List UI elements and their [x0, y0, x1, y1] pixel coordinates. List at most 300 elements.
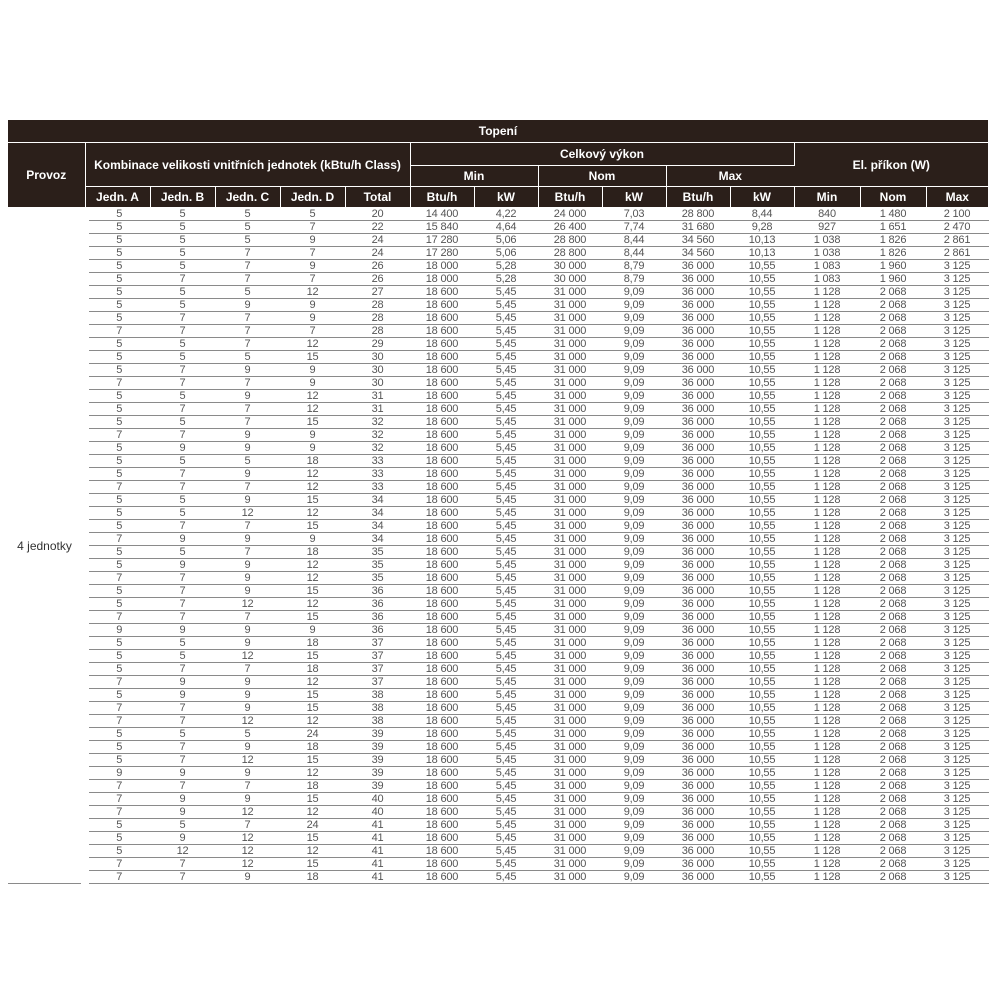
- cell-max-btuh: 36 000: [666, 455, 730, 468]
- cell-jedn-a: 5: [85, 442, 150, 455]
- cell-jedn-b: 7: [150, 377, 215, 390]
- cell-jedn-a: 5: [85, 338, 150, 351]
- cell-power-nom: 2 068: [860, 403, 926, 416]
- cell-power-max: 3 125: [926, 455, 988, 468]
- cell-jedn-c: 7: [215, 377, 280, 390]
- cell-power-nom: 2 068: [860, 832, 926, 845]
- cell-jedn-d: 9: [280, 299, 345, 312]
- table-row: [8, 741, 988, 754]
- cell-jedn-d: 12: [280, 468, 345, 481]
- cell-nom-btuh: 31 000: [538, 676, 602, 689]
- cell-power-max: 3 125: [926, 637, 988, 650]
- cell-jedn-b: 7: [150, 611, 215, 624]
- cell-max-kw: 10,55: [730, 546, 794, 559]
- cell-min-kw: 5,45: [474, 871, 538, 884]
- cell-nom-kw: 9,09: [602, 715, 666, 728]
- cell-nom-kw: 8,79: [602, 260, 666, 273]
- cell-power-max: 3 125: [926, 702, 988, 715]
- cell-power-min: 1 128: [794, 598, 860, 611]
- cell-jedn-c: 7: [215, 546, 280, 559]
- cell-nom-kw: 9,09: [602, 780, 666, 793]
- cell-power-nom: 2 068: [860, 650, 926, 663]
- cell-nom-btuh: 31 000: [538, 637, 602, 650]
- cell-nom-btuh: 31 000: [538, 858, 602, 871]
- table-row: [8, 390, 988, 403]
- cell-jedn-b: 5: [150, 234, 215, 247]
- cell-min-btuh: 18 600: [410, 351, 474, 364]
- cell-max-btuh: 36 000: [666, 390, 730, 403]
- cell-min-btuh: 18 600: [410, 364, 474, 377]
- cell-jedn-b: 7: [150, 429, 215, 442]
- cell-power-nom: 2 068: [860, 780, 926, 793]
- cell-jedn-b: 5: [150, 351, 215, 364]
- table-row: [8, 533, 988, 546]
- cell-max-kw: 10,55: [730, 494, 794, 507]
- cell-min-kw: 5,45: [474, 390, 538, 403]
- cell-nom-kw: 9,09: [602, 728, 666, 741]
- cell-nom-kw: 9,09: [602, 702, 666, 715]
- cell-nom-btuh: 31 000: [538, 403, 602, 416]
- cell-min-kw: 5,45: [474, 442, 538, 455]
- cell-min-btuh: 17 280: [410, 247, 474, 260]
- cell-min-kw: 5,45: [474, 793, 538, 806]
- cell-power-nom: 2 068: [860, 689, 926, 702]
- cell-jedn-d: 18: [280, 663, 345, 676]
- cell-power-nom: 2 068: [860, 455, 926, 468]
- cell-jedn-b: 7: [150, 663, 215, 676]
- cell-max-kw: 10,55: [730, 598, 794, 611]
- cell-min-kw: 5,45: [474, 689, 538, 702]
- cell-max-kw: 10,55: [730, 299, 794, 312]
- cell-min-btuh: 18 600: [410, 390, 474, 403]
- cell-max-btuh: 36 000: [666, 468, 730, 481]
- cell-total: 34: [345, 520, 410, 533]
- col-max-kw: kW: [730, 187, 794, 208]
- cell-min-btuh: 18 600: [410, 871, 474, 884]
- cell-max-btuh: 36 000: [666, 637, 730, 650]
- cell-nom-kw: 9,09: [602, 858, 666, 871]
- cell-max-btuh: 36 000: [666, 377, 730, 390]
- cell-jedn-a: 5: [85, 273, 150, 286]
- cell-jedn-d: 12: [280, 481, 345, 494]
- table-row: [8, 520, 988, 533]
- cell-power-nom: 1 480: [860, 208, 926, 221]
- cell-power-nom: 2 068: [860, 663, 926, 676]
- cell-power-nom: 2 068: [860, 286, 926, 299]
- cell-jedn-b: 7: [150, 520, 215, 533]
- cell-total: 37: [345, 650, 410, 663]
- cell-max-btuh: 36 000: [666, 728, 730, 741]
- cell-min-btuh: 18 600: [410, 715, 474, 728]
- cell-max-kw: 10,55: [730, 559, 794, 572]
- cell-power-max: 3 125: [926, 546, 988, 559]
- cell-jedn-c: 5: [215, 221, 280, 234]
- cell-jedn-a: 5: [85, 351, 150, 364]
- cell-total: 33: [345, 455, 410, 468]
- cell-max-kw: 10,55: [730, 832, 794, 845]
- cell-power-min: 1 128: [794, 364, 860, 377]
- cell-total: 26: [345, 273, 410, 286]
- cell-jedn-b: 5: [150, 650, 215, 663]
- cell-jedn-d: 9: [280, 364, 345, 377]
- cell-power-max: 3 125: [926, 338, 988, 351]
- cell-jedn-b: 7: [150, 572, 215, 585]
- cell-power-min: 1 128: [794, 481, 860, 494]
- col-nom-kw: kW: [602, 187, 666, 208]
- cell-jedn-a: 5: [85, 546, 150, 559]
- cell-min-btuh: 18 600: [410, 624, 474, 637]
- cell-jedn-b: 5: [150, 637, 215, 650]
- cell-power-max: 3 125: [926, 611, 988, 624]
- cell-jedn-a: 7: [85, 676, 150, 689]
- cell-total: 40: [345, 793, 410, 806]
- cell-jedn-a: 9: [85, 624, 150, 637]
- cell-nom-btuh: 31 000: [538, 481, 602, 494]
- cell-nom-btuh: 31 000: [538, 585, 602, 598]
- cell-jedn-c: 7: [215, 403, 280, 416]
- cell-max-kw: 10,55: [730, 624, 794, 637]
- cell-max-kw: 10,55: [730, 754, 794, 767]
- cell-nom-kw: 9,09: [602, 832, 666, 845]
- cell-max-kw: 9,28: [730, 221, 794, 234]
- cell-power-max: 2 861: [926, 247, 988, 260]
- cell-max-btuh: 36 000: [666, 689, 730, 702]
- cell-jedn-a: 5: [85, 234, 150, 247]
- cell-min-btuh: 18 600: [410, 858, 474, 871]
- cell-power-min: 1 083: [794, 260, 860, 273]
- cell-max-kw: 10,55: [730, 572, 794, 585]
- cell-power-min: 1 128: [794, 650, 860, 663]
- cell-power-max: 2 470: [926, 221, 988, 234]
- cell-max-btuh: 36 000: [666, 546, 730, 559]
- cell-power-min: 1 128: [794, 377, 860, 390]
- cell-max-kw: 10,13: [730, 247, 794, 260]
- cell-nom-kw: 7,74: [602, 221, 666, 234]
- cell-total: 38: [345, 702, 410, 715]
- cell-power-max: 3 125: [926, 572, 988, 585]
- cell-power-min: 1 128: [794, 871, 860, 884]
- cell-max-btuh: 36 000: [666, 858, 730, 871]
- cell-max-btuh: 36 000: [666, 871, 730, 884]
- cell-min-kw: 5,45: [474, 819, 538, 832]
- col-max-btuh: Btu/h: [666, 187, 730, 208]
- cell-power-min: 1 128: [794, 429, 860, 442]
- cell-power-nom: 2 068: [860, 364, 926, 377]
- cell-jedn-b: 7: [150, 598, 215, 611]
- cell-nom-kw: 9,09: [602, 598, 666, 611]
- cell-jedn-d: 15: [280, 832, 345, 845]
- cell-nom-kw: 9,09: [602, 754, 666, 767]
- cell-max-btuh: 36 000: [666, 767, 730, 780]
- cell-min-btuh: 18 600: [410, 793, 474, 806]
- cell-total: 41: [345, 858, 410, 871]
- cell-total: 36: [345, 598, 410, 611]
- table-row: [8, 871, 988, 884]
- cell-max-btuh: 36 000: [666, 507, 730, 520]
- table-row: [8, 637, 988, 650]
- cell-max-btuh: 36 000: [666, 754, 730, 767]
- cell-jedn-b: 7: [150, 871, 215, 884]
- cell-jedn-c: 9: [215, 793, 280, 806]
- cell-nom-btuh: 31 000: [538, 819, 602, 832]
- cell-min-btuh: 17 280: [410, 234, 474, 247]
- cell-total: 38: [345, 715, 410, 728]
- cell-jedn-a: 5: [85, 650, 150, 663]
- table-row: [8, 325, 988, 338]
- cell-total: 39: [345, 741, 410, 754]
- cell-jedn-c: 7: [215, 247, 280, 260]
- cell-power-min: 927: [794, 221, 860, 234]
- cell-max-kw: 10,55: [730, 325, 794, 338]
- cell-nom-kw: 9,09: [602, 520, 666, 533]
- cell-jedn-d: 15: [280, 702, 345, 715]
- cell-jedn-c: 7: [215, 273, 280, 286]
- cell-power-max: 3 125: [926, 767, 988, 780]
- cell-power-nom: 2 068: [860, 702, 926, 715]
- cell-jedn-c: 12: [215, 806, 280, 819]
- cell-max-kw: 10,55: [730, 728, 794, 741]
- cell-nom-kw: 9,09: [602, 481, 666, 494]
- cell-jedn-d: 7: [280, 273, 345, 286]
- cell-jedn-d: 9: [280, 624, 345, 637]
- cell-min-btuh: 18 600: [410, 819, 474, 832]
- cell-jedn-d: 5: [280, 208, 345, 221]
- cell-nom-btuh: 31 000: [538, 663, 602, 676]
- cell-jedn-b: 7: [150, 273, 215, 286]
- cell-power-nom: 2 068: [860, 728, 926, 741]
- cell-power-min: 1 128: [794, 806, 860, 819]
- cell-jedn-d: 9: [280, 260, 345, 273]
- cell-power-max: 3 125: [926, 832, 988, 845]
- cell-power-min: 1 128: [794, 780, 860, 793]
- cell-min-btuh: 18 600: [410, 741, 474, 754]
- cell-nom-kw: 9,09: [602, 507, 666, 520]
- cell-jedn-d: 9: [280, 442, 345, 455]
- col-jedn-c: Jedn. C: [215, 187, 280, 208]
- cell-jedn-c: 9: [215, 637, 280, 650]
- cell-jedn-b: 5: [150, 416, 215, 429]
- cell-jedn-d: 7: [280, 325, 345, 338]
- cell-power-min: 1 128: [794, 728, 860, 741]
- cell-total: 33: [345, 468, 410, 481]
- cell-nom-kw: 9,09: [602, 819, 666, 832]
- cell-power-nom: 2 068: [860, 741, 926, 754]
- cell-nom-kw: 9,09: [602, 650, 666, 663]
- cell-max-btuh: 36 000: [666, 702, 730, 715]
- cell-power-min: 1 128: [794, 286, 860, 299]
- cell-max-kw: 10,55: [730, 273, 794, 286]
- cell-min-btuh: 18 600: [410, 299, 474, 312]
- cell-jedn-c: 9: [215, 468, 280, 481]
- cell-nom-btuh: 31 000: [538, 559, 602, 572]
- cell-power-max: 3 125: [926, 715, 988, 728]
- table-row: [8, 767, 988, 780]
- cell-jedn-c: 9: [215, 572, 280, 585]
- table-row: [8, 715, 988, 728]
- cell-min-kw: 5,45: [474, 637, 538, 650]
- cell-jedn-b: 9: [150, 832, 215, 845]
- cell-jedn-b: 5: [150, 208, 215, 221]
- cell-jedn-c: 12: [215, 715, 280, 728]
- cell-jedn-c: 5: [215, 286, 280, 299]
- table-row: [8, 442, 988, 455]
- cell-power-min: 1 128: [794, 754, 860, 767]
- cell-max-btuh: 36 000: [666, 611, 730, 624]
- col-min-btuh: Btu/h: [410, 187, 474, 208]
- cell-power-max: 3 125: [926, 494, 988, 507]
- cell-max-kw: 10,55: [730, 390, 794, 403]
- cell-max-btuh: 36 000: [666, 260, 730, 273]
- cell-jedn-c: 7: [215, 611, 280, 624]
- cell-power-min: 1 128: [794, 832, 860, 845]
- col-jedn-a: Jedn. A: [85, 187, 150, 208]
- cell-power-nom: 2 068: [860, 845, 926, 858]
- cell-jedn-c: 7: [215, 663, 280, 676]
- cell-min-kw: 5,45: [474, 572, 538, 585]
- table-row: [8, 754, 988, 767]
- cell-min-kw: 5,45: [474, 546, 538, 559]
- cell-jedn-a: 7: [85, 806, 150, 819]
- cell-jedn-d: 12: [280, 598, 345, 611]
- cell-power-max: 3 125: [926, 754, 988, 767]
- table-row: [8, 832, 988, 845]
- cell-power-nom: 1 960: [860, 260, 926, 273]
- cell-total: 37: [345, 637, 410, 650]
- cell-max-kw: 10,55: [730, 351, 794, 364]
- cell-jedn-b: 7: [150, 858, 215, 871]
- cell-jedn-d: 12: [280, 338, 345, 351]
- cell-jedn-c: 7: [215, 338, 280, 351]
- cell-jedn-d: 9: [280, 312, 345, 325]
- cell-nom-kw: 9,09: [602, 364, 666, 377]
- cell-jedn-c: 9: [215, 429, 280, 442]
- cell-power-nom: 2 068: [860, 442, 926, 455]
- cell-power-min: 1 128: [794, 403, 860, 416]
- cell-max-btuh: 36 000: [666, 585, 730, 598]
- cell-nom-btuh: 31 000: [538, 468, 602, 481]
- cell-min-kw: 5,45: [474, 650, 538, 663]
- cell-jedn-d: 15: [280, 754, 345, 767]
- cell-power-max: 3 125: [926, 390, 988, 403]
- cell-min-kw: 4,22: [474, 208, 538, 221]
- cell-nom-btuh: 30 000: [538, 260, 602, 273]
- cell-min-btuh: 18 600: [410, 416, 474, 429]
- cell-jedn-b: 7: [150, 702, 215, 715]
- cell-jedn-b: 5: [150, 247, 215, 260]
- cell-max-btuh: 36 000: [666, 663, 730, 676]
- cell-jedn-a: 5: [85, 455, 150, 468]
- cell-total: 39: [345, 780, 410, 793]
- cell-power-min: 1 128: [794, 494, 860, 507]
- cell-nom-btuh: 31 000: [538, 728, 602, 741]
- cell-max-btuh: 36 000: [666, 832, 730, 845]
- cell-nom-btuh: 31 000: [538, 416, 602, 429]
- cell-jedn-d: 24: [280, 728, 345, 741]
- cell-jedn-d: 12: [280, 767, 345, 780]
- cell-max-btuh: 36 000: [666, 481, 730, 494]
- cell-min-btuh: 18 600: [410, 728, 474, 741]
- cell-max-btuh: 36 000: [666, 429, 730, 442]
- table-row: [8, 494, 988, 507]
- power-header: El. příkon (W): [794, 143, 988, 187]
- cell-power-min: 1 128: [794, 312, 860, 325]
- cell-max-btuh: 34 560: [666, 234, 730, 247]
- cell-jedn-a: 5: [85, 637, 150, 650]
- cell-max-btuh: 36 000: [666, 650, 730, 663]
- cell-nom-kw: 9,09: [602, 455, 666, 468]
- cell-nom-btuh: 31 000: [538, 598, 602, 611]
- cell-min-kw: 5,45: [474, 338, 538, 351]
- cell-min-kw: 5,45: [474, 611, 538, 624]
- cell-power-min: 1 038: [794, 234, 860, 247]
- cell-jedn-d: 18: [280, 637, 345, 650]
- cell-nom-btuh: 31 000: [538, 650, 602, 663]
- cell-jedn-d: 18: [280, 871, 345, 884]
- cell-jedn-d: 12: [280, 403, 345, 416]
- cell-nom-kw: 9,09: [602, 663, 666, 676]
- cell-power-nom: 2 068: [860, 468, 926, 481]
- cell-min-btuh: 18 600: [410, 377, 474, 390]
- cell-power-nom: 1 826: [860, 247, 926, 260]
- cell-nom-kw: 8,79: [602, 273, 666, 286]
- cell-power-nom: 2 068: [860, 754, 926, 767]
- cell-jedn-b: 9: [150, 676, 215, 689]
- cell-power-nom: 1 960: [860, 273, 926, 286]
- table-row: [8, 455, 988, 468]
- cell-max-btuh: 28 800: [666, 208, 730, 221]
- col-jedn-b: Jedn. B: [150, 187, 215, 208]
- cell-power-min: 1 128: [794, 572, 860, 585]
- cell-nom-kw: 9,09: [602, 403, 666, 416]
- cell-nom-kw: 9,09: [602, 416, 666, 429]
- cell-min-btuh: 18 600: [410, 429, 474, 442]
- cell-min-kw: 5,45: [474, 481, 538, 494]
- table-row: [8, 585, 988, 598]
- cell-power-max: 3 125: [926, 299, 988, 312]
- cell-min-btuh: 18 600: [410, 507, 474, 520]
- cell-jedn-b: 5: [150, 728, 215, 741]
- table-row: [8, 338, 988, 351]
- cell-total: 37: [345, 676, 410, 689]
- cell-nom-btuh: 31 000: [538, 741, 602, 754]
- cell-min-kw: 5,45: [474, 585, 538, 598]
- cell-max-kw: 10,55: [730, 429, 794, 442]
- cell-min-btuh: 18 600: [410, 585, 474, 598]
- cell-total: 35: [345, 559, 410, 572]
- cell-max-btuh: 36 000: [666, 299, 730, 312]
- cell-power-nom: 2 068: [860, 429, 926, 442]
- cell-power-nom: 2 068: [860, 806, 926, 819]
- cell-max-btuh: 36 000: [666, 676, 730, 689]
- cell-jedn-d: 15: [280, 689, 345, 702]
- cell-nom-btuh: 31 000: [538, 338, 602, 351]
- cell-total: 35: [345, 546, 410, 559]
- cell-max-btuh: 31 680: [666, 221, 730, 234]
- cell-jedn-b: 7: [150, 585, 215, 598]
- cell-min-kw: 5,45: [474, 598, 538, 611]
- cell-total: 40: [345, 806, 410, 819]
- cell-jedn-a: 5: [85, 741, 150, 754]
- cell-min-btuh: 14 400: [410, 208, 474, 221]
- cell-jedn-c: 9: [215, 741, 280, 754]
- cell-nom-kw: 9,09: [602, 533, 666, 546]
- cell-jedn-d: 7: [280, 247, 345, 260]
- cell-max-btuh: 36 000: [666, 624, 730, 637]
- cell-power-max: 2 100: [926, 208, 988, 221]
- cell-total: 41: [345, 871, 410, 884]
- cell-jedn-a: 5: [85, 260, 150, 273]
- cell-power-min: 1 128: [794, 468, 860, 481]
